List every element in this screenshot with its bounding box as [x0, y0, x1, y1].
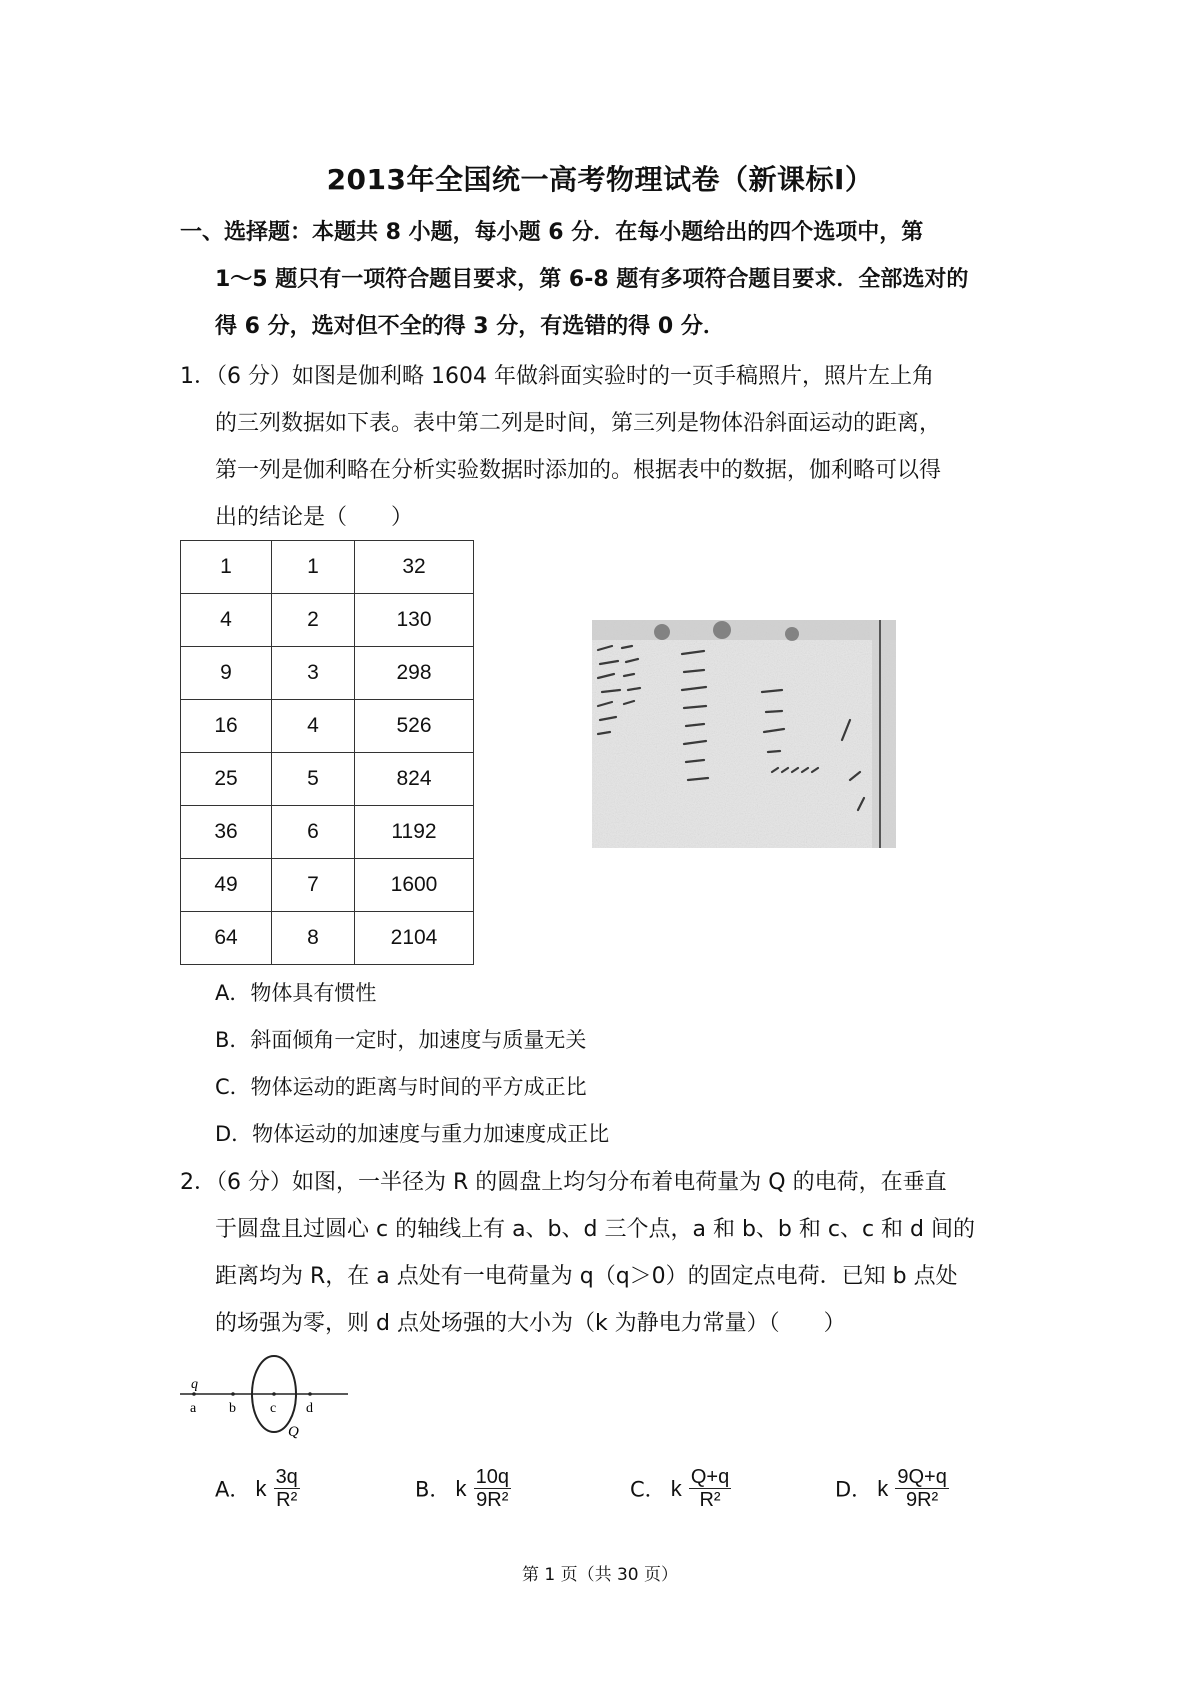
q2-option-a: [215, 1466, 300, 1511]
table-cell: 824: [355, 753, 474, 806]
table-row: [181, 594, 474, 647]
q2-option-d: [835, 1466, 949, 1511]
table-cell: 1: [181, 541, 272, 594]
table-cell: 2: [272, 594, 355, 647]
q1-text-line-2: 的三列数据如下表。表中第二列是时间，第三列是物体沿斜面运动的距离，: [215, 411, 942, 436]
table-cell: 1600: [355, 859, 474, 912]
galileo-manuscript-photo: [592, 620, 896, 848]
option-label: D．: [835, 1477, 873, 1502]
table-row: [181, 700, 474, 753]
numerator: Q+q: [690, 1466, 730, 1488]
galileo-data-table: [180, 540, 474, 965]
table-cell: 298: [355, 647, 474, 700]
point-b-dot: [231, 1392, 235, 1396]
q1-option-d: D．物体运动的加速度与重力加速度成正比: [215, 1122, 610, 1146]
q2-text-line-1: 2．（6 分）如图，一半径为 R 的圆盘上均匀分布着电荷量为 Q 的电荷，在垂直: [180, 1170, 947, 1195]
denominator: 9R²: [476, 1489, 509, 1511]
constant-k: k: [670, 1475, 682, 1501]
q1-text-line-3: 第一列是伽利略在分析实验数据时添加的。根据表中的数据，伽利略可以得: [215, 458, 942, 483]
numerator: 3q: [275, 1466, 298, 1488]
q2-text-line-4: 的场强为零，则 d 点处场强的大小为（k 为静电力常量）（ ）: [215, 1311, 846, 1336]
page-footer: 第 1 页（共 30 页）: [521, 1565, 679, 1585]
constant-k: k: [877, 1475, 889, 1501]
fraction: [895, 1466, 948, 1511]
fraction: [474, 1466, 511, 1511]
table-cell: 25: [181, 753, 272, 806]
denominator: R²: [699, 1489, 721, 1511]
table-cell: 2104: [355, 912, 474, 965]
label-Q: Q: [288, 1424, 299, 1440]
table-row: [181, 647, 474, 700]
q2-option-c: [630, 1466, 731, 1511]
table-cell: 1192: [355, 806, 474, 859]
table-cell: 130: [355, 594, 474, 647]
table-row: [181, 541, 474, 594]
fraction: [274, 1466, 300, 1511]
section-heading-line-3: 得 6 分，选对但不全的得 3 分，有选错的得 0 分．: [215, 314, 725, 339]
q1-option-c: C．物体运动的距离与时间的平方成正比: [215, 1075, 587, 1099]
table-cell: 6: [272, 806, 355, 859]
table-cell: 36: [181, 806, 272, 859]
table-row: [181, 912, 474, 965]
table-cell: 4: [181, 594, 272, 647]
point-a-dot: [192, 1392, 196, 1396]
constant-k: k: [255, 1475, 267, 1501]
denominator: 9R²: [905, 1489, 939, 1511]
numerator: 9Q+q: [897, 1466, 947, 1488]
label-b: b: [229, 1401, 236, 1416]
table-cell: 16: [181, 700, 272, 753]
q2-text-line-2: 于圆盘且过圆心 c 的轴线上有 a、b、d 三个点，a 和 b、b 和 c、c 和 d 间的: [215, 1217, 976, 1242]
denominator: R²: [276, 1489, 298, 1511]
table-cell: 49: [181, 859, 272, 912]
table-cell: 8: [272, 912, 355, 965]
point-c-dot: [272, 1392, 276, 1396]
q2-option-b: [415, 1466, 511, 1511]
table-row: [181, 859, 474, 912]
constant-k: k: [455, 1475, 467, 1501]
section-heading-line-1: 一、选择题：本题共 8 小题，每小题 6 分．在每小题给出的四个选项中，第: [180, 220, 924, 245]
section-heading-line-2: 1～5 题只有一项符合题目要求，第 6-8 题有多项符合题目要求．全部选对的: [215, 267, 969, 292]
q2-text-line-3: 距离均为 R，在 a 点处有一电荷量为 q（q＞0）的固定点电荷．已知 b 点处: [215, 1264, 958, 1289]
q1-option-a: A．物体具有惯性: [215, 981, 377, 1005]
q1-option-b: B．斜面倾角一定时，加速度与质量无关: [215, 1028, 587, 1052]
table-cell: 7: [272, 859, 355, 912]
table-cell: 1: [272, 541, 355, 594]
fraction: [689, 1466, 731, 1511]
table-cell: 3: [272, 647, 355, 700]
table-cell: 526: [355, 700, 474, 753]
label-a: a: [190, 1401, 197, 1416]
table-cell: 64: [181, 912, 272, 965]
table-cell: 4: [272, 700, 355, 753]
option-label: A．: [215, 1477, 251, 1502]
table-row: [181, 806, 474, 859]
label-d: d: [306, 1401, 313, 1416]
page-title: 2013年全国统一高考物理试卷（新课标Ⅰ）: [326, 163, 874, 196]
numerator: 10q: [475, 1466, 509, 1488]
option-label: B．: [415, 1477, 451, 1502]
label-q: q: [191, 1377, 198, 1392]
table-cell: 32: [355, 541, 474, 594]
table-cell: 5: [272, 753, 355, 806]
point-d-dot: [308, 1392, 312, 1396]
label-c: c: [270, 1401, 277, 1416]
option-label: C．: [630, 1477, 666, 1502]
table-row: [181, 753, 474, 806]
table-cell: 9: [181, 647, 272, 700]
charged-disk-diagram: [178, 1348, 358, 1440]
q1-text-line-1: 1．（6 分）如图是伽利略 1604 年做斜面实验时的一页手稿照片，照片左上角: [180, 364, 934, 389]
q1-text-line-4: 出的结论是（ ）: [215, 505, 414, 530]
